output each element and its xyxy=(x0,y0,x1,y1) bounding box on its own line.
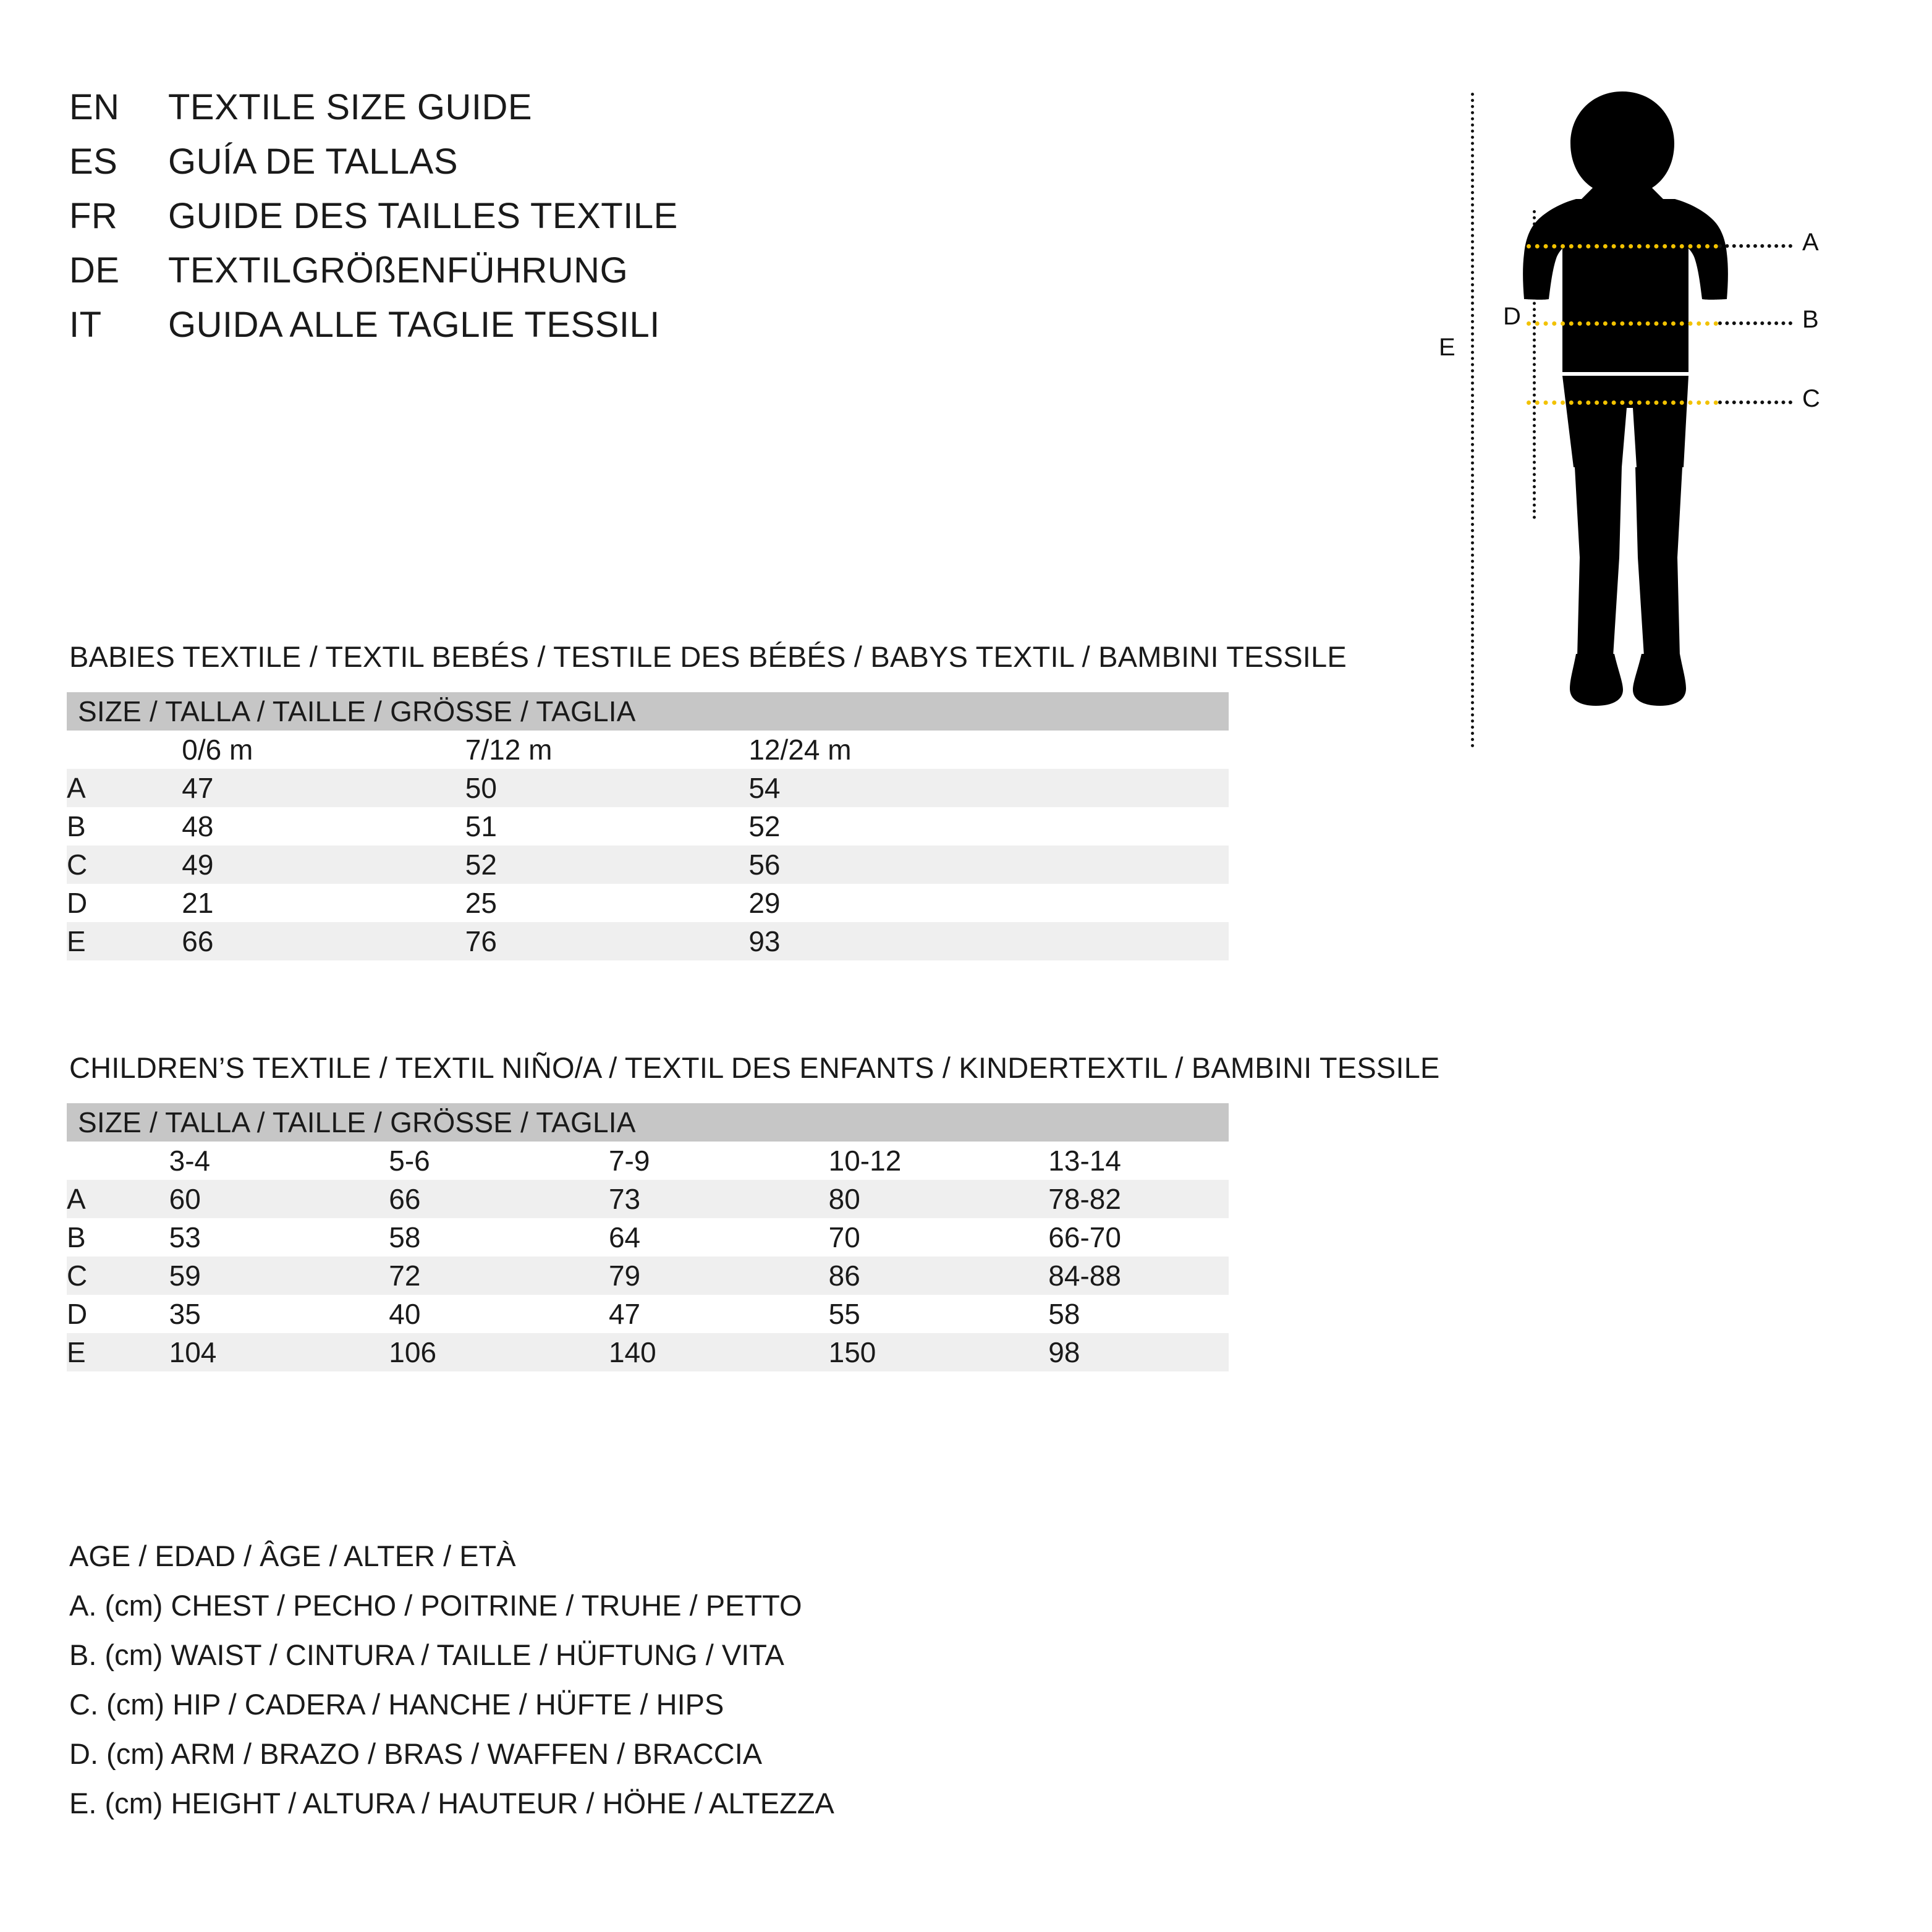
language-row xyxy=(69,141,678,195)
cell-c-7-9: 79 xyxy=(569,1256,789,1295)
table-row xyxy=(67,1218,1229,1256)
waist-measure-line-b xyxy=(1527,321,1718,326)
cell-c-0-6m: 49 xyxy=(142,845,426,884)
language-code: ES xyxy=(69,142,118,182)
measurement-figure xyxy=(1409,74,1879,766)
cell-a-0-6m: 47 xyxy=(142,769,426,807)
row-label-c: C xyxy=(67,1256,130,1295)
chest-measure-line-a xyxy=(1527,244,1718,248)
column-header-7-9: 7-9 xyxy=(569,1142,789,1180)
cell-d-7-9: 47 xyxy=(569,1295,789,1333)
table-row xyxy=(67,845,1229,884)
language-title: GUÍA DE TALLAS xyxy=(168,142,459,182)
row-label-a: A xyxy=(67,1180,130,1218)
table-row xyxy=(67,922,1229,960)
cell-spacer xyxy=(993,769,1229,807)
cell-c-3-4: 59 xyxy=(130,1256,350,1295)
language-title: GUIDA ALLE TAGLIE TESSILI xyxy=(168,305,660,345)
column-header-12-24m: 12/24 m xyxy=(709,731,993,769)
table-row xyxy=(67,1333,1229,1371)
column-header-blank xyxy=(67,731,142,769)
cell-e-12-24m: 93 xyxy=(709,922,993,960)
cell-e-7-9: 140 xyxy=(569,1333,789,1371)
measurement-legend xyxy=(69,1539,834,1836)
legend-line-c: C. (cm) HIP / CADERA / HANCHE / HÜFTE / HIPS xyxy=(69,1688,724,1721)
cell-d-3-4: 35 xyxy=(130,1295,350,1333)
cell-c-7-12m: 52 xyxy=(426,845,710,884)
column-header-10-12: 10-12 xyxy=(789,1142,1009,1180)
hip-measure-line-c xyxy=(1527,400,1718,405)
height-guide-line-e xyxy=(1471,93,1474,748)
cell-e-13-14: 98 xyxy=(1009,1333,1229,1371)
cell-a-12-24m: 54 xyxy=(709,769,993,807)
legend-line-a: A. (cm) CHEST / PECHO / POITRINE / TRUHE / PETTO xyxy=(69,1589,802,1622)
cell-a-7-12m: 50 xyxy=(426,769,710,807)
language-code: DE xyxy=(69,250,120,290)
table-row xyxy=(67,1256,1229,1295)
cell-b-10-12: 70 xyxy=(789,1218,1009,1256)
row-label-e: E xyxy=(67,922,142,960)
column-header-blank xyxy=(67,1142,130,1180)
cell-e-0-6m: 66 xyxy=(142,922,426,960)
language-row xyxy=(69,87,678,141)
table-row xyxy=(67,884,1229,922)
cell-d-5-6: 40 xyxy=(349,1295,569,1333)
babies-section-heading: BABIES TEXTILE / TEXTIL BEBÉS / TESTILE DES BÉBÉS / BABYS TEXTIL / BAMBINI TESSILE xyxy=(69,640,1347,673)
hip-leader-line-c xyxy=(1718,400,1792,404)
cell-b-13-14: 66-70 xyxy=(1009,1218,1229,1256)
cell-d-13-14: 58 xyxy=(1009,1295,1229,1333)
row-label-e: E xyxy=(67,1333,130,1371)
table-header-row xyxy=(67,731,1229,769)
cell-a-13-14: 78-82 xyxy=(1009,1180,1229,1218)
legend-line-e: E. (cm) HEIGHT / ALTURA / HAUTEUR / HÖHE / ALTEZZA xyxy=(69,1787,834,1820)
language-code: IT xyxy=(69,305,102,345)
legend-line-d: D. (cm) ARM / BRAZO / BRAS / WAFFEN / BRACCIA xyxy=(69,1737,763,1770)
cell-spacer xyxy=(993,807,1229,845)
cell-b-3-4: 53 xyxy=(130,1218,350,1256)
column-header-7-12m: 7/12 m xyxy=(426,731,710,769)
cell-e-3-4: 104 xyxy=(130,1333,350,1371)
chest-leader-line-a xyxy=(1718,244,1792,248)
column-header-5-6: 5-6 xyxy=(349,1142,569,1180)
cell-spacer xyxy=(993,845,1229,884)
language-row xyxy=(69,195,678,250)
cell-d-7-12m: 25 xyxy=(426,884,710,922)
children-section-heading: CHILDREN’S TEXTILE / TEXTIL NIÑO/A / TEXTIL DES ENFANTS / KINDERTEXTIL / BAMBINI TESSILE xyxy=(69,1051,1440,1084)
language-title-list xyxy=(69,87,678,358)
cell-d-0-6m: 21 xyxy=(142,884,426,922)
cell-d-12-24m: 29 xyxy=(709,884,993,922)
cell-e-7-12m: 76 xyxy=(426,922,710,960)
cell-e-10-12: 150 xyxy=(789,1333,1009,1371)
legend-line-b: B. (cm) WAIST / CINTURA / TAILLE / HÜFTUNG / VITA xyxy=(69,1638,784,1671)
cell-c-13-14: 84-88 xyxy=(1009,1256,1229,1295)
legend-line-age: AGE / EDAD / ÂGE / ALTER / ETÀ xyxy=(69,1540,516,1572)
cell-a-10-12: 80 xyxy=(789,1180,1009,1218)
cell-c-10-12: 86 xyxy=(789,1256,1009,1295)
language-row xyxy=(69,250,678,304)
cell-e-5-6: 106 xyxy=(349,1333,569,1371)
cell-b-12-24m: 52 xyxy=(709,807,993,845)
waist-leader-line-b xyxy=(1718,321,1792,325)
cell-a-3-4: 60 xyxy=(130,1180,350,1218)
axis-label-d: D xyxy=(1503,303,1521,330)
language-title: TEXTILGRÖßENFÜHRUNG xyxy=(168,250,629,290)
table-row xyxy=(67,1295,1229,1333)
table-row xyxy=(67,1180,1229,1218)
children-size-table xyxy=(67,1103,1229,1371)
column-header-0-6m: 0/6 m xyxy=(142,731,426,769)
cell-b-0-6m: 48 xyxy=(142,807,426,845)
children-table-title: SIZE / TALLA / TAILLE / GRÖSSE / TAGLIA xyxy=(67,1103,1229,1142)
row-label-b: B xyxy=(67,1218,130,1256)
axis-label-b: B xyxy=(1802,306,1819,333)
child-silhouette xyxy=(1514,87,1737,748)
babies-size-table xyxy=(67,692,1229,960)
axis-label-a: A xyxy=(1802,229,1819,256)
axis-label-e: E xyxy=(1439,334,1455,361)
language-title: TEXTILE SIZE GUIDE xyxy=(168,87,533,127)
cell-a-7-9: 73 xyxy=(569,1180,789,1218)
table-title-row xyxy=(67,692,1229,731)
babies-table-title: SIZE / TALLA / TAILLE / GRÖSSE / TAGLIA xyxy=(67,692,1229,731)
cell-b-7-9: 64 xyxy=(569,1218,789,1256)
row-label-a: A xyxy=(67,769,142,807)
row-label-d: D xyxy=(67,884,142,922)
language-title: GUIDE DES TAILLES TEXTILE xyxy=(168,196,678,236)
cell-spacer xyxy=(993,922,1229,960)
column-header-3-4: 3-4 xyxy=(130,1142,350,1180)
cell-a-5-6: 66 xyxy=(349,1180,569,1218)
language-code: FR xyxy=(69,196,118,236)
axis-label-c: C xyxy=(1802,385,1820,412)
column-header-13-14: 13-14 xyxy=(1009,1142,1229,1180)
cell-spacer xyxy=(993,884,1229,922)
table-row xyxy=(67,769,1229,807)
language-row xyxy=(69,304,678,358)
row-label-c: C xyxy=(67,845,142,884)
cell-c-12-24m: 56 xyxy=(709,845,993,884)
table-title-row xyxy=(67,1103,1229,1142)
cell-b-7-12m: 51 xyxy=(426,807,710,845)
cell-d-10-12: 55 xyxy=(789,1295,1009,1333)
cell-c-5-6: 72 xyxy=(349,1256,569,1295)
language-code: EN xyxy=(69,87,120,127)
cell-b-5-6: 58 xyxy=(349,1218,569,1256)
column-spacer xyxy=(993,731,1229,769)
table-row xyxy=(67,807,1229,845)
row-label-d: D xyxy=(67,1295,130,1333)
row-label-b: B xyxy=(67,807,142,845)
table-header-row xyxy=(67,1142,1229,1180)
